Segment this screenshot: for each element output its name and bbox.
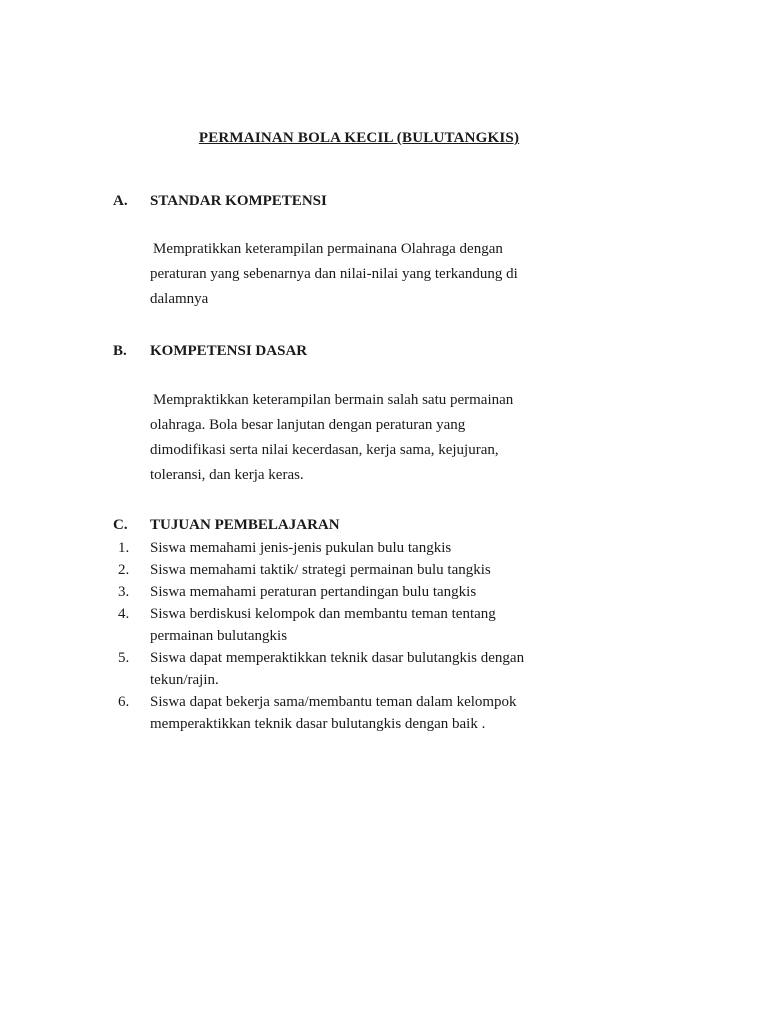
section-b-line: toleransi, dan kerja keras. bbox=[150, 467, 304, 483]
section-b-line: olahraga. Bola besar lanjutan dengan peraturan yang bbox=[150, 417, 466, 433]
section-b-heading bbox=[113, 343, 307, 360]
list-item-text: Siswa dapat bekerja sama/membantu teman dalam kelompok memperaktikkan teknik dasar bulutangkis dengan baik . bbox=[150, 694, 517, 732]
list-item-text: Siswa memahami taktik/ strategi permainan bulu tangkis bbox=[150, 562, 491, 578]
section-a-letter: A. bbox=[113, 193, 128, 209]
section-c-letter: C. bbox=[113, 517, 128, 533]
section-b-paragraph bbox=[150, 388, 590, 488]
section-b-line: dimodifikasi serta nilai kecerdasan, kerja sama, kejujuran, bbox=[150, 442, 499, 458]
list-item bbox=[113, 603, 613, 647]
section-a-line: dalamnya bbox=[150, 291, 209, 307]
section-a-heading bbox=[113, 193, 327, 210]
list-item-text: Siswa dapat memperaktikkan teknik dasar bulutangkis dengan tekun/rajin. bbox=[150, 650, 525, 688]
list-item bbox=[113, 559, 613, 581]
list-item bbox=[113, 581, 613, 603]
section-a-line: peraturan yang sebenarnya dan nilai-nilai yang terkandung di bbox=[150, 266, 518, 282]
section-b-line: Mempraktikkan keterampilan bermain salah satu permainan bbox=[153, 392, 514, 408]
list-item-number: 3. bbox=[118, 584, 130, 600]
list-item-text: Siswa memahami jenis-jenis pukulan bulu tangkis bbox=[150, 540, 452, 556]
list-item-number: 4. bbox=[118, 606, 130, 622]
list-item-number: 2. bbox=[118, 562, 130, 578]
list-item bbox=[113, 647, 613, 691]
section-a-paragraph bbox=[150, 237, 590, 312]
list-item-text: Siswa memahami peraturan pertandingan bulu tangkis bbox=[150, 584, 477, 600]
list-item bbox=[113, 537, 613, 559]
section-c-heading bbox=[113, 517, 340, 534]
section-a-title: STANDAR KOMPETENSI bbox=[150, 193, 327, 209]
section-b-letter: B. bbox=[113, 343, 127, 359]
section-c-title: TUJUAN PEMBELAJARAN bbox=[150, 517, 340, 533]
section-a-line: Mempratikkan keterampilan permainana Olahraga dengan bbox=[153, 241, 503, 257]
list-item-text: Siswa berdiskusi kelompok dan membantu teman tentang permainan bulutangkis bbox=[150, 606, 496, 644]
objectives-list bbox=[113, 537, 613, 735]
section-b-title: KOMPETENSI DASAR bbox=[150, 343, 308, 359]
list-item-number: 6. bbox=[118, 694, 130, 710]
list-item-number: 1. bbox=[118, 540, 130, 556]
list-item-number: 5. bbox=[118, 650, 130, 666]
document-title: PERMAINAN BOLA KECIL (BULUTANGKIS) bbox=[198, 130, 520, 146]
list-item bbox=[113, 691, 613, 735]
